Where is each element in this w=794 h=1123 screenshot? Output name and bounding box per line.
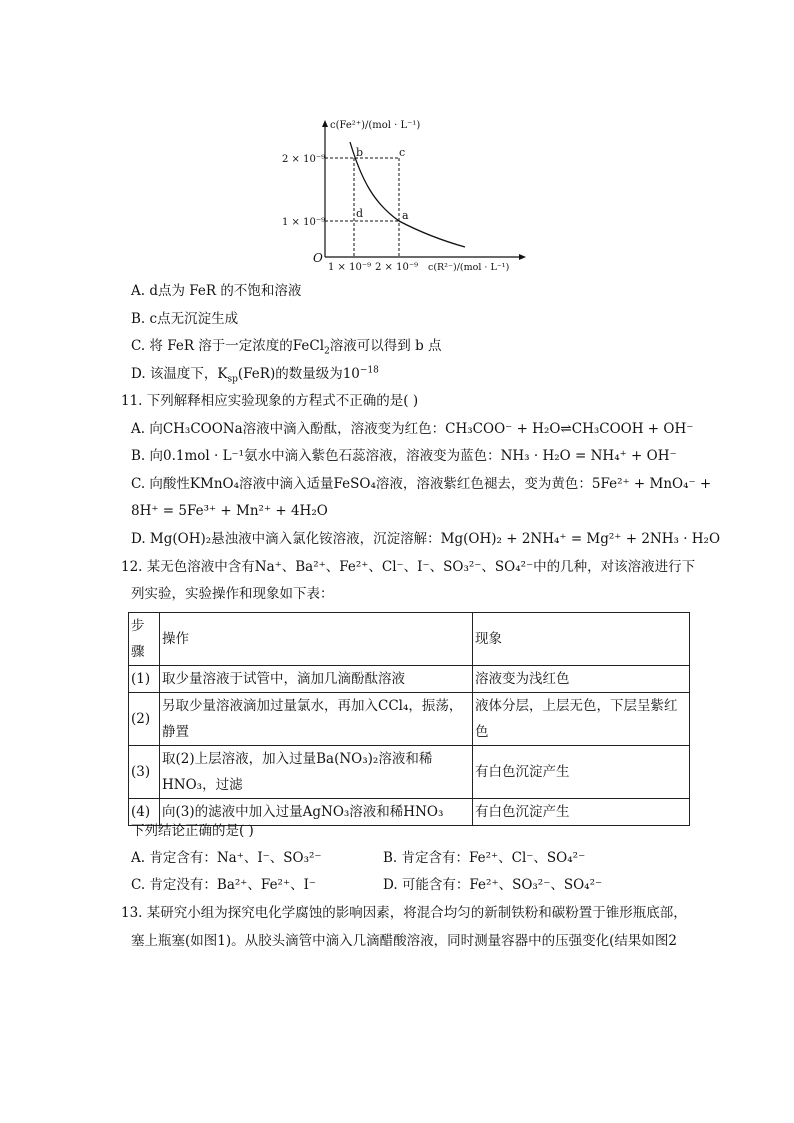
cell-step: (2) <box>129 693 160 746</box>
cell-step: (1) <box>129 666 160 693</box>
cell-observation: 有白色沉淀产生 <box>473 746 690 799</box>
q11-option-a: A. 向CH₃COONa溶液中滴入酚酞，溶液变为红色：CH₃COO⁻ + H₂O⇌CH₃COOH + OH⁻ <box>131 421 694 437</box>
y-tick-label: 2 × 10⁻⁹ <box>282 154 326 165</box>
x-tick-label: 1 × 10⁻⁹ <box>328 262 372 273</box>
q10-option-b: B. c点无沉淀生成 <box>131 311 239 327</box>
q11-stem: 11. 下列解释相应实验现象的方程式不正确的是( ) <box>121 393 419 409</box>
cell-operation: 取少量溶液于试管中，滴加几滴酚酞溶液 <box>160 666 473 693</box>
table-row <box>129 666 690 693</box>
q10-c-post: 溶液可以得到 b 点 <box>329 338 442 354</box>
cell-operation: 向(3)的滤液中加入过量AgNO₃溶液和稀HNO₃ <box>160 799 473 826</box>
point-label-b: b <box>356 146 364 159</box>
q11-option-c-line1: C. 向酸性KMnO₄溶液中滴入适量FeSO₄溶液，溶液紫红色褪去，变为黄色：5Fe²⁺ + MnO₄⁻ + <box>131 476 712 492</box>
cell-operation: 取(2)上层溶液，加入过量Ba(NO₃)₂溶液和稀HNO₃，过滤 <box>160 746 473 799</box>
q11-option-d: D. Mg(OH)₂悬浊液中滴入氯化铵溶液，沉淀溶解：Mg(OH)₂ + 2NH₄⁺ = Mg²⁺ + 2NH₃ · H₂O <box>131 531 721 547</box>
cell-observation: 液体分层，上层无色，下层呈紫红色 <box>473 693 690 746</box>
q10-option-c: C. 将 FeR 溶于一定浓度的FeCl$_2$溶液可以得到 b 点 <box>131 338 442 357</box>
cell-observation: 有白色沉淀产生 <box>473 799 690 826</box>
header-step: 步骤 <box>129 613 160 666</box>
x-tick-label: 2 × 10⁻⁹ <box>375 262 419 273</box>
table-header-row <box>129 613 690 666</box>
q10-d-mid: (FeR)的数量级为10 <box>237 366 360 382</box>
q10-d-pre: D. 该温度下，K <box>131 366 228 382</box>
q11-option-b: B. 向0.1mol · L⁻¹氨水中滴入紫色石蕊溶液，溶液变为蓝色：NH₃ · H₂O = NH₄⁺ + OH⁻ <box>131 448 677 464</box>
q12-stem-line1: 12. 某无色溶液中含有Na⁺、Ba²⁺、Fe²⁺、Cl⁻、I⁻、SO₃²⁻、SO₄²⁻中的几种，对该溶液进行下 <box>121 559 696 575</box>
q12-option-d: D. 可能含有：Fe²⁺、SO₃²⁻、SO₄²⁻ <box>383 877 603 893</box>
q13-stem-line2: 塞上瓶塞(如图1)。从胶头滴管中滴入几滴醋酸溶液，同时测量容器中的压强变化(结果如图2 <box>131 933 677 949</box>
q12-conclusion: 下列结论正确的是( ) <box>131 823 254 839</box>
q10-option-d: D. 该温度下，$K_{sp}(FeR)$的数量级为$10^{-18}$ <box>131 365 379 385</box>
q10-d-exp: −18 <box>359 365 379 376</box>
point-label-d: d <box>356 207 364 220</box>
y-axis-label: c(Fe²⁺)/(mol · L⁻¹) <box>330 120 421 131</box>
q12-option-b: B. 肯定含有：Fe²⁺、Cl⁻、SO₄²⁻ <box>383 850 586 866</box>
point-label-a: a <box>402 209 409 222</box>
header-observation: 现象 <box>473 613 690 666</box>
q10-option-a: A. d点为 FeR 的不饱和溶液 <box>131 283 302 299</box>
point-label-c: c <box>399 146 406 159</box>
q11-option-c-line2: 8H⁺ = 5Fe³⁺ + Mn²⁺ + 4H₂O <box>131 503 328 519</box>
cell-step: (4) <box>129 799 160 826</box>
cell-step: (3) <box>129 746 160 799</box>
y-tick-label: 1 × 10⁻⁹ <box>282 217 326 228</box>
q12-option-a: A. 肯定含有：Na⁺、I⁻、SO₃²⁻ <box>131 850 322 866</box>
experiment-table <box>128 612 690 826</box>
solubility-curve-chart <box>280 112 530 277</box>
q10-c-pre: C. 将 FeR 溶于一定浓度的FeCl <box>131 338 325 354</box>
table-row <box>129 693 690 746</box>
q12-stem-line2: 列实验，实验操作和现象如下表： <box>131 586 334 602</box>
header-operation: 操作 <box>160 613 473 666</box>
cell-observation: 溶液变为浅红色 <box>473 666 690 693</box>
x-axis-label: c(R²⁻)/(mol · L⁻¹) <box>428 262 510 273</box>
cell-operation: 另取少量溶液滴加过量氯水，再加入CCl₄，振荡，静置 <box>160 693 473 746</box>
origin-label: O <box>313 251 323 265</box>
table-row <box>129 746 690 799</box>
q12-option-c: C. 肯定没有：Ba²⁺、Fe²⁺、I⁻ <box>131 877 317 893</box>
q13-stem-line1: 13. 某研究小组为探究电化学腐蚀的影响因素，将混合均匀的新制铁粉和碳粉置于锥形瓶底部， <box>121 905 687 921</box>
